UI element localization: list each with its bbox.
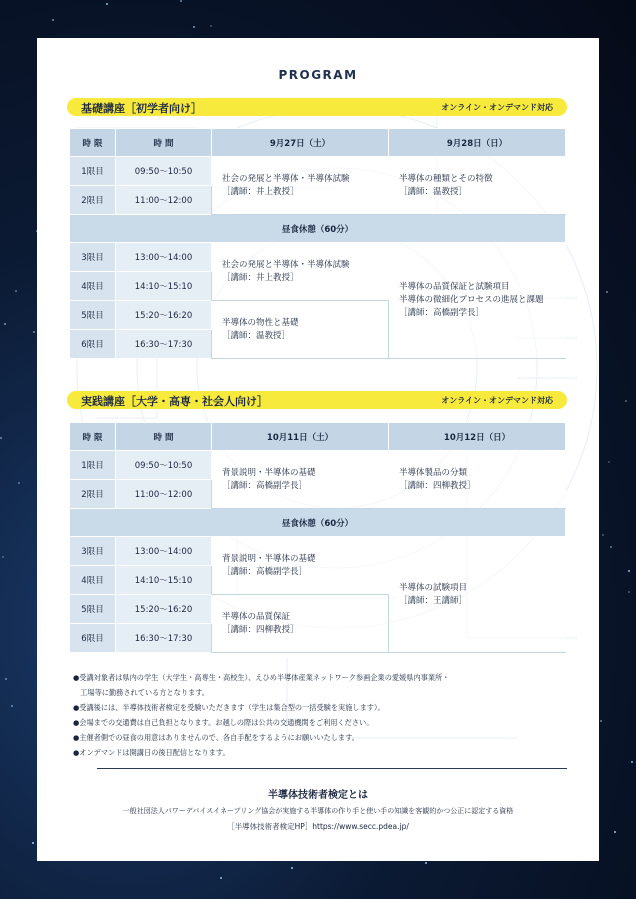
- star-dot: [5, 678, 7, 680]
- time-cell: 15:20〜16:20: [116, 595, 212, 624]
- time-cell: 13:00〜14:00: [116, 243, 212, 272]
- session-cell: [212, 243, 389, 301]
- time-cell: 11:00〜12:00: [116, 480, 212, 509]
- time-cell: 11:00〜12:00: [116, 186, 212, 215]
- star-dot: [210, 25, 212, 27]
- time-cell: 15:20〜16:20: [116, 301, 212, 330]
- time-cell: 14:10〜15:10: [116, 272, 212, 301]
- session-lecturer: ［講師：四柳教授］: [222, 624, 299, 635]
- session-lecturer: ［講師：高橋副学長］: [222, 566, 308, 577]
- note-item: ●会場までの交通費は自己負担となります。お越しの際は公共の交通機関をご利用ください。: [73, 718, 374, 727]
- session-topic: 半導体の試験項目: [399, 582, 468, 593]
- time-cell: 09:50〜10:50: [116, 157, 212, 186]
- star-dot: [425, 862, 427, 864]
- star-dot: [32, 842, 34, 844]
- session-cell: [389, 537, 566, 653]
- header-day: 10月11日（土）: [212, 423, 389, 451]
- session-lecturer: ［講師：温教授］: [399, 186, 468, 197]
- note-item: ●受講対象者は県内の学生（大学生・高専生・高校生）、えひめ半導体産業ネットワーク参画企業の愛媛県内事業所・: [73, 673, 450, 682]
- time-cell: 16:30〜17:30: [116, 624, 212, 653]
- period-cell: 1限目: [70, 451, 116, 480]
- star-dot: [610, 546, 612, 548]
- star-dot: [4, 323, 6, 325]
- note-item: ●オンデマンドは開講日の後日配信となります。: [73, 748, 230, 757]
- note-item: 工場等に勤務されている方となります。: [73, 688, 209, 697]
- session-cell: [212, 537, 389, 595]
- star-dot: [2, 556, 4, 558]
- time-cell: 14:10〜15:10: [116, 566, 212, 595]
- session-lecturer: ［講師：井上教授］: [222, 272, 299, 283]
- header-day: 10月12日（日）: [389, 423, 566, 451]
- session-lecturer: ［講師：温教授］: [222, 330, 291, 341]
- section-title: 基礎講座［初学者向け］: [81, 102, 202, 115]
- session-cell: [212, 595, 389, 653]
- star-dot: [602, 534, 604, 536]
- period-cell: 1限目: [70, 157, 116, 186]
- table-row: [70, 243, 566, 272]
- star-dot: [631, 761, 633, 763]
- star-dot: [52, 19, 54, 21]
- session-topic-2: 半導体の微細化プロセスの進展と課題: [399, 295, 544, 305]
- schedule-table-basic: [69, 128, 566, 359]
- session-cell: [212, 301, 389, 359]
- period-cell: 4限目: [70, 566, 116, 595]
- star-dot: [18, 482, 20, 484]
- star-dot: [614, 831, 616, 833]
- star-dot: [291, 867, 293, 869]
- star-dot: [15, 290, 17, 292]
- schedule-table-practical: [69, 422, 566, 653]
- session-lecturer: ［講師：四柳教授］: [399, 480, 476, 491]
- period-cell: 3限目: [70, 537, 116, 566]
- table-header-row: [70, 423, 566, 451]
- lunch-row: [70, 509, 566, 537]
- about-link[interactable]: ［半導体技術者検定HP］https://www.secc.pdea.jp/: [227, 822, 409, 831]
- table-row: [70, 537, 566, 566]
- header-day: 9月28日（日）: [389, 129, 566, 157]
- session-topic: 背景説明・半導体の基礎: [222, 467, 316, 478]
- table-header-row: [70, 129, 566, 157]
- star-dot: [33, 331, 35, 333]
- online-note: オンライン・オンデマンド対応: [441, 103, 553, 112]
- period-cell: 5限目: [70, 301, 116, 330]
- period-cell: 6限目: [70, 330, 116, 359]
- table-row: [70, 451, 566, 480]
- session-cell: [212, 451, 389, 509]
- header-day: 9月27日（土）: [212, 129, 389, 157]
- note-item: ●受講後には、半導体技術者検定を受験いただきます（学生は集合型の一括受験を実施します）。: [73, 703, 385, 712]
- session-topic: 社会の発展と半導体・半導体試験: [222, 173, 350, 184]
- time-cell: 13:00〜14:00: [116, 537, 212, 566]
- session-topic: 半導体の物性と基礎: [222, 317, 299, 328]
- period-cell: 6限目: [70, 624, 116, 653]
- session-lecturer: ［講師：高橋副学長］: [222, 480, 308, 491]
- session-cell: [389, 243, 566, 359]
- star-dot: [625, 400, 627, 402]
- session-lecturer: ［講師：王講師］: [399, 595, 468, 606]
- session-lecturer: ［講師：井上教授］: [222, 186, 299, 197]
- period-cell: 3限目: [70, 243, 116, 272]
- section-title: 実践講座［大学・高専・社会人向け］: [81, 395, 268, 408]
- session-topic: 半導体の品質保証: [222, 611, 291, 622]
- session-topic: 半導体の品質保証と試験項目: [399, 282, 510, 292]
- session-lecturer: ［講師：高橋副学長］: [399, 308, 485, 318]
- program-title: PROGRAM: [278, 68, 358, 82]
- session-topic: 背景説明・半導体の基礎: [222, 553, 316, 564]
- lunch-break: 昼食休憩（60分）: [70, 509, 566, 537]
- about-title: 半導体技術者検定とは: [268, 790, 368, 801]
- section-band-basic: [67, 98, 567, 116]
- section-band-practical: [67, 391, 567, 409]
- time-cell: 09:50〜10:50: [116, 451, 212, 480]
- session-topic: 社会の発展と半導体・半導体試験: [222, 259, 350, 270]
- table-row: [70, 157, 566, 186]
- star-dot: [180, 0, 182, 2]
- session-topic: 半導体の種類とその特徴: [399, 173, 493, 184]
- period-cell: 2限目: [70, 480, 116, 509]
- divider: [97, 768, 567, 769]
- session-cell: [212, 157, 389, 215]
- program-sheet: [37, 38, 599, 861]
- star-dot: [11, 705, 13, 707]
- header-time: 時 間: [116, 129, 212, 157]
- notes-list: [73, 670, 573, 760]
- star-dot: [608, 461, 610, 463]
- time-cell: 16:30〜17:30: [116, 330, 212, 359]
- note-item: ●主催者側での昼食の用意はありませんので、各自手配をするようにお願いいたします。: [73, 733, 359, 742]
- star-dot: [0, 437, 2, 439]
- star-dot: [600, 720, 602, 722]
- header-period: 時 限: [70, 129, 116, 157]
- lunch-row: [70, 215, 566, 243]
- period-cell: 5限目: [70, 595, 116, 624]
- period-cell: 2限目: [70, 186, 116, 215]
- star-dot: [628, 591, 630, 593]
- session-cell: [389, 451, 566, 509]
- online-note: オンライン・オンデマンド対応: [441, 396, 553, 405]
- about-description: 一般社団法人パワーデバイスイネーブリング協会が実施する半導体の作り手と使い手の知識を客観的かつ公正に認定する資格: [122, 807, 514, 815]
- star-dot: [606, 291, 608, 293]
- star-dot: [193, 26, 195, 28]
- star-dot: [106, 3, 108, 5]
- period-cell: 4限目: [70, 272, 116, 301]
- header-time: 時 間: [116, 423, 212, 451]
- header-period: 時 限: [70, 423, 116, 451]
- star-dot: [220, 877, 222, 879]
- session-cell: [389, 157, 566, 215]
- session-topic: 半導体製品の分類: [399, 467, 468, 478]
- lunch-break: 昼食休憩（60分）: [70, 215, 566, 243]
- star-dot: [628, 570, 630, 572]
